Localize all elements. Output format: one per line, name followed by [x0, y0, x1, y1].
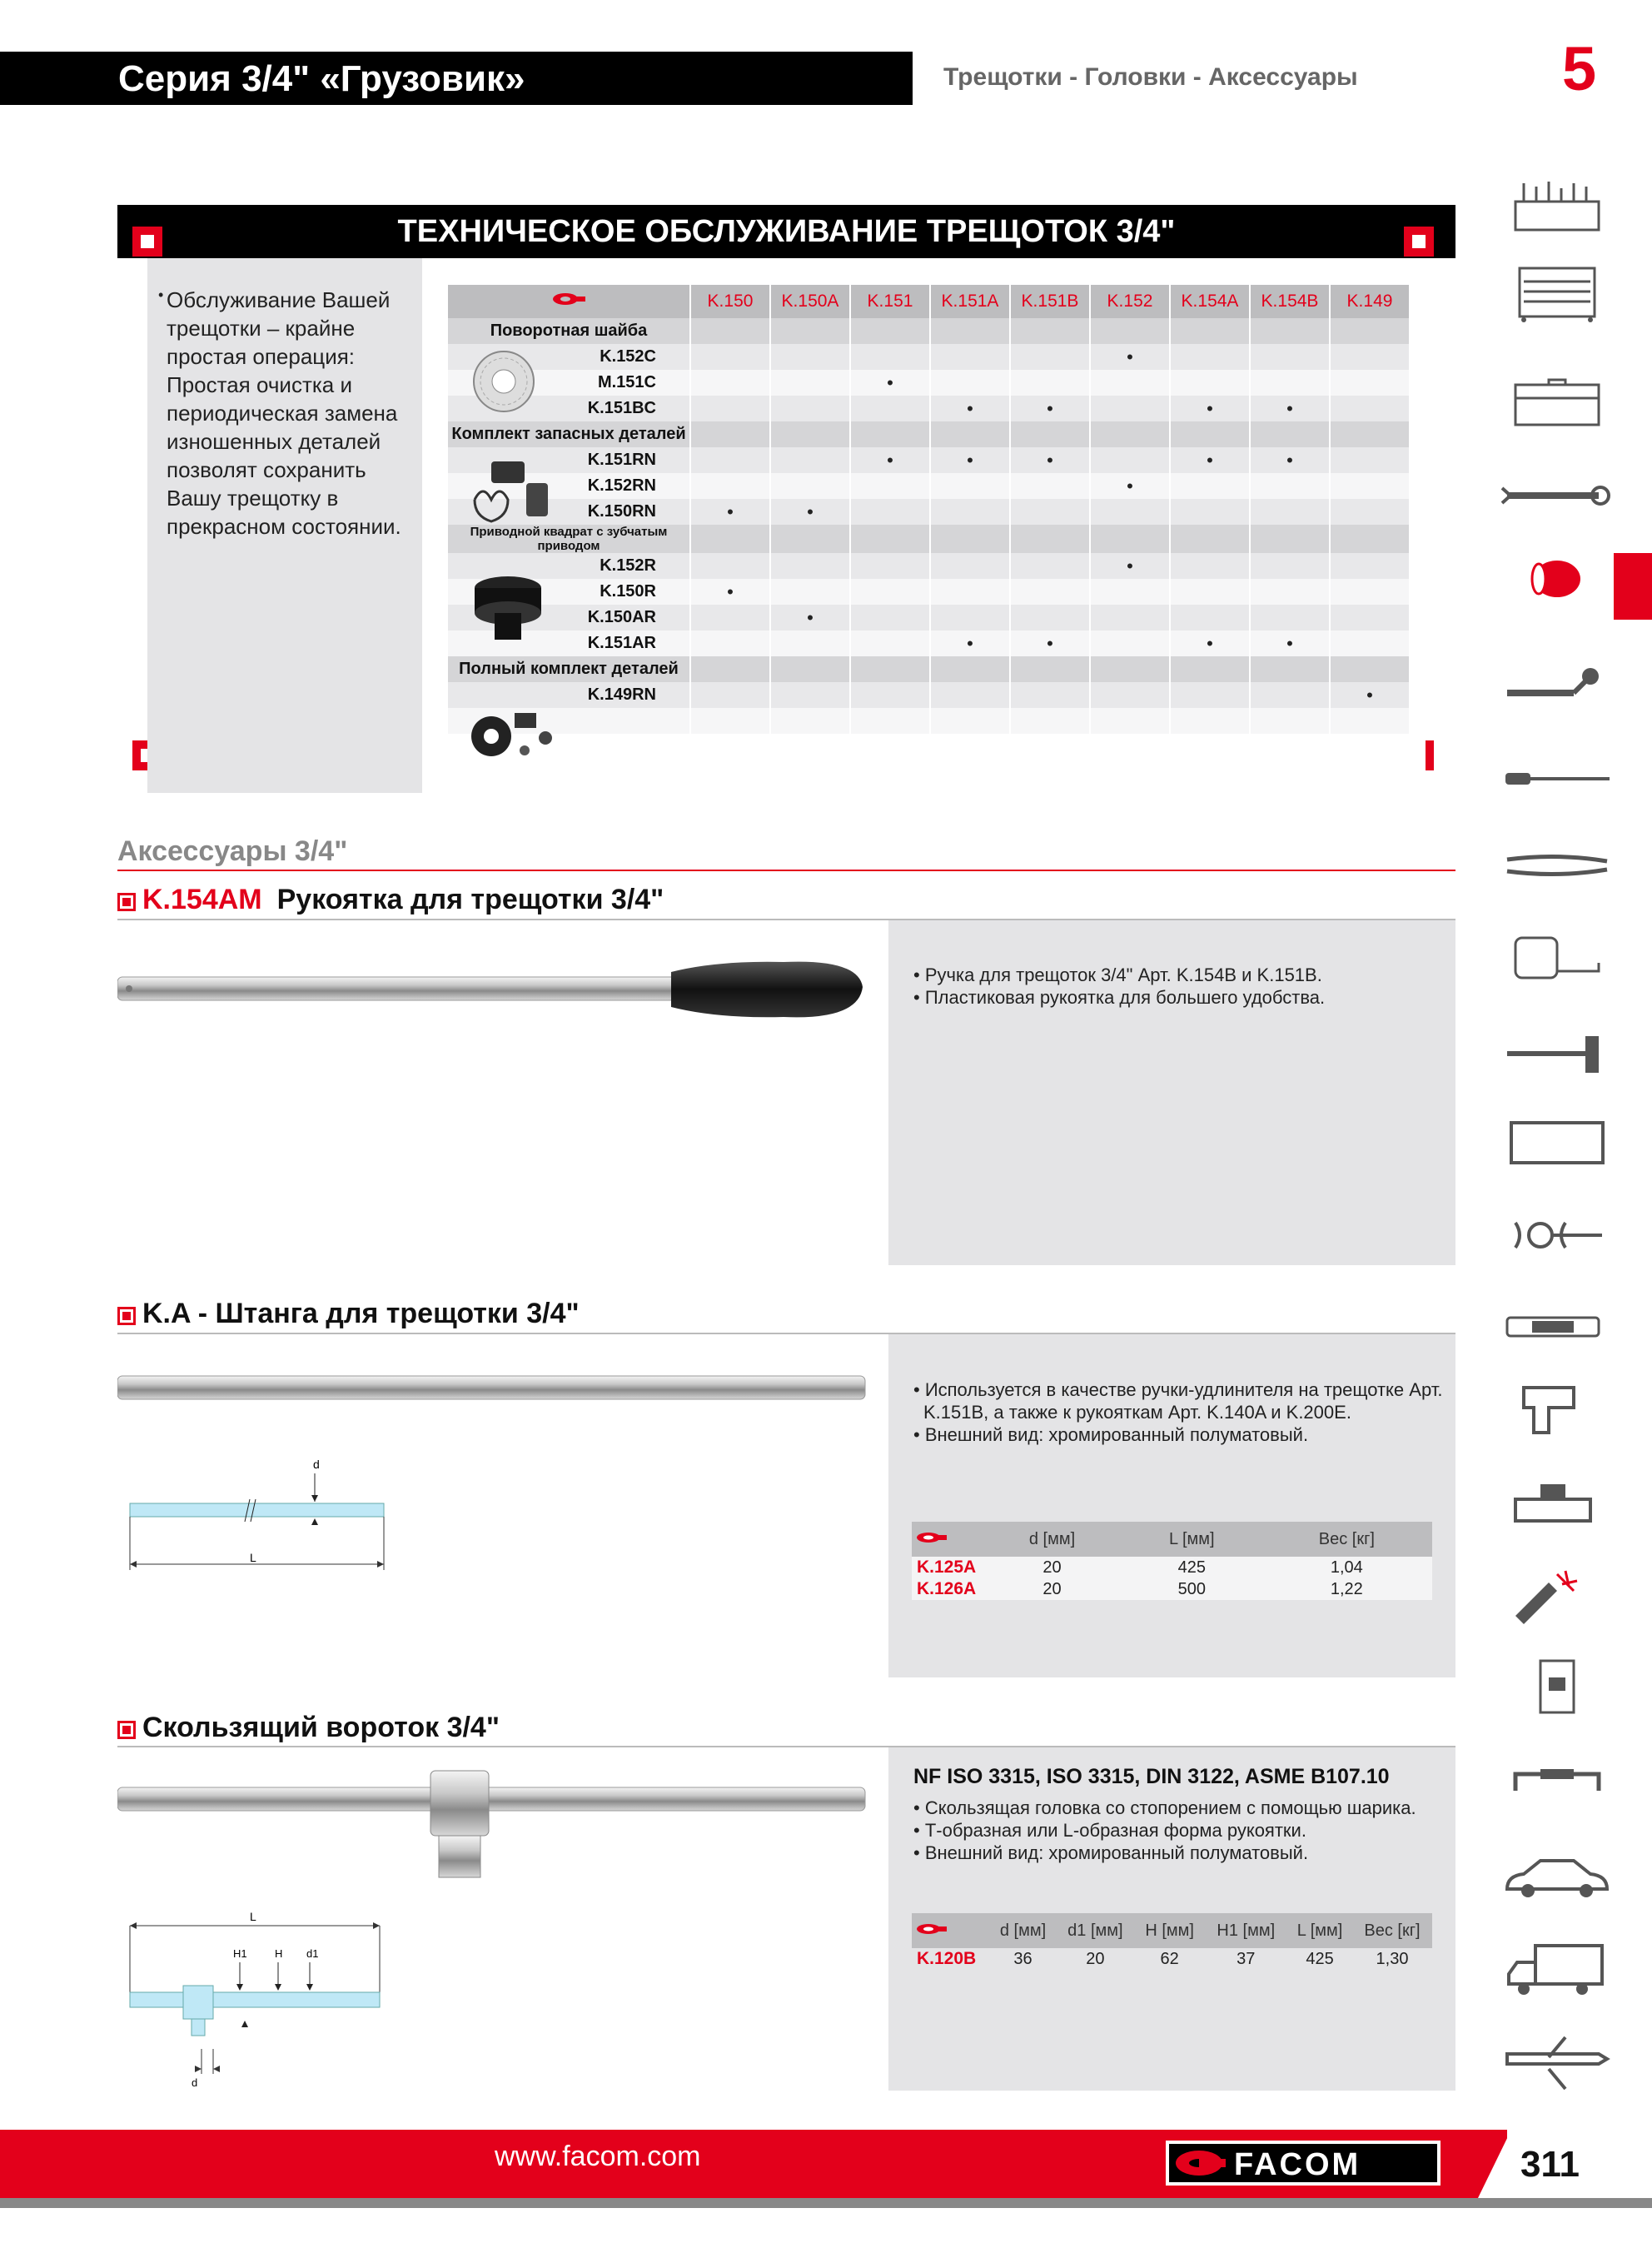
table-header: L [мм]: [1122, 1522, 1261, 1557]
mark-cell: •: [1170, 631, 1250, 656]
mark-cell: [1250, 605, 1330, 631]
mark-cell: [1170, 344, 1250, 370]
mark-cell: [930, 553, 1010, 579]
mark-cell: [930, 682, 1010, 708]
mark-cell: [1010, 682, 1090, 708]
safety-icon[interactable]: [1499, 1566, 1615, 1624]
mark-cell: [770, 344, 850, 370]
vise-icon[interactable]: [1499, 1474, 1615, 1533]
bullet-item: • Т-образная или L-образная форма рукоятки.: [913, 1820, 1306, 1841]
mark-cell: [850, 605, 930, 631]
part-code: K.152RN: [448, 473, 690, 499]
diagram-label: d: [313, 1458, 320, 1471]
table-header-row: [448, 285, 1410, 318]
mark-cell: [930, 344, 1010, 370]
svg-text:FACOM: FACOM: [1234, 2147, 1361, 2182]
pliers-icon[interactable]: [1499, 836, 1615, 895]
table-header: d [мм]: [982, 1522, 1122, 1557]
table-header: H [мм]: [1135, 1913, 1205, 1948]
footer-url[interactable]: www.facom.com: [495, 2141, 701, 2172]
facom-logo-icon: [448, 285, 690, 318]
mark-cell: [1090, 370, 1170, 396]
tape-measure-icon[interactable]: [1499, 930, 1615, 988]
diagram-label: L: [250, 1551, 256, 1564]
column-header: K.152: [1090, 285, 1170, 318]
mark-cell: [850, 682, 930, 708]
column-header: K.149: [1330, 285, 1410, 318]
table-header: Вес [кг]: [1261, 1522, 1432, 1557]
table-row: [448, 553, 1410, 579]
product-standard: NF ISO 3315, ISO 3315, DIN 3122, ASME B107.10: [913, 1765, 1390, 1788]
table-row: [448, 682, 1410, 708]
mark-cell: [930, 370, 1010, 396]
mark-cell: [1010, 499, 1090, 525]
bullet-square-icon: [117, 1721, 136, 1739]
active-chapter-tab: [1614, 553, 1652, 620]
group-row: [448, 318, 1410, 344]
part-code: K.149RN: [448, 682, 690, 708]
hammer-icon[interactable]: [1499, 1024, 1615, 1083]
mark-cell: [1250, 682, 1330, 708]
bullet-square-icon: [117, 893, 136, 911]
mark-cell: [850, 579, 930, 605]
mark-cell: •: [1250, 447, 1330, 473]
bullet-item: • Пластиковая рукоятка для большего удобства.: [913, 987, 1326, 1008]
group-row: [448, 421, 1410, 447]
tool-set-icon[interactable]: [1499, 177, 1615, 235]
table-row: K.125A 20 425 1,04: [912, 1557, 1432, 1578]
maintenance-description: • Обслуживание Вашей трещотки – крайне простая операция: Простая очистка и периодическая замена изношенных деталей позволят сохранить Вашу трещотку в прекрасном состоянии.: [167, 286, 413, 541]
mark-cell: [1330, 499, 1410, 525]
mark-cell: •: [930, 396, 1010, 421]
product-name: Скользящий вороток 3/4": [142, 1712, 500, 1743]
mark-cell: [1330, 370, 1410, 396]
mark-cell: [1090, 396, 1170, 421]
mark-cell: [1250, 370, 1330, 396]
table-row: [448, 473, 1410, 499]
mark-cell: •: [1010, 631, 1090, 656]
truck-icon[interactable]: [1499, 1941, 1615, 1999]
table-header: H1 [мм]: [1205, 1913, 1288, 1948]
sliding-t-bar-diagram: [125, 1907, 391, 2091]
product-bullets: [912, 1766, 1445, 1864]
extension-specs-table: [912, 1522, 1432, 1600]
table-header: d1 [мм]: [1056, 1913, 1135, 1948]
mark-cell: [1010, 473, 1090, 499]
hacksaw-icon[interactable]: [1499, 1114, 1615, 1173]
socket-icon[interactable]: [1499, 550, 1615, 608]
mark-cell: •: [850, 447, 930, 473]
mark-cell: [1330, 631, 1410, 656]
group-label: Приводной квадрат с зубчатым приводом: [448, 525, 690, 553]
mark-cell: [1330, 553, 1410, 579]
mark-cell: [1010, 553, 1090, 579]
mark-cell: •: [1250, 631, 1330, 656]
mark-cell: [770, 553, 850, 579]
mark-cell: [690, 396, 770, 421]
mark-cell: [1170, 553, 1250, 579]
accessories-divider: [117, 870, 1455, 871]
mark-cell: •: [1170, 447, 1250, 473]
mark-cell: [850, 344, 930, 370]
mark-cell: [1090, 631, 1170, 656]
table-row: [448, 579, 1410, 605]
sliding-t-bar-specs-table: [912, 1913, 1432, 1970]
maintenance-right-border: [1426, 258, 1455, 793]
mark-cell: •: [850, 370, 930, 396]
mark-cell: [690, 708, 770, 734]
mark-cell: [1330, 473, 1410, 499]
product-heading: [117, 1298, 580, 1330]
bullet-item: • Используется в качестве ручки-удлинителя на трещотке Арт. K.151B, а также к рукояткам Арт. K.140A и K.200E.: [913, 1379, 1443, 1423]
ratchet-handle-image: [117, 954, 867, 1029]
mark-cell: [930, 473, 1010, 499]
bullet-item: • Внешний вид: хромированный полуматовый.: [913, 1842, 1309, 1863]
mark-cell: •: [770, 499, 850, 525]
footer-slant: [1478, 2130, 1511, 2198]
mark-cell: [850, 473, 930, 499]
column-header: K.150A: [770, 285, 850, 318]
part-code: K.150AR: [448, 605, 690, 631]
extension-bar-image: [117, 1371, 867, 1404]
mark-cell: [690, 682, 770, 708]
column-header: K.154A: [1170, 285, 1250, 318]
mark-cell: [1010, 370, 1090, 396]
chapter-number: 5: [1562, 34, 1597, 103]
mark-cell: [1090, 499, 1170, 525]
screwdriver-icon[interactable]: [1499, 750, 1615, 808]
table-row: [448, 708, 1410, 734]
mark-cell: [690, 631, 770, 656]
diagram-label: d: [192, 2076, 198, 2089]
product-name: Рукоятка для трещотки 3/4": [276, 884, 664, 915]
mark-cell: [1330, 447, 1410, 473]
mark-cell: •: [1250, 396, 1330, 421]
mark-cell: [690, 447, 770, 473]
mark-cell: [1330, 708, 1410, 734]
mark-cell: [1010, 605, 1090, 631]
mark-cell: [1170, 605, 1250, 631]
mark-cell: •: [690, 579, 770, 605]
bullet-item: • Внешний вид: хромированный полуматовый.: [913, 1424, 1309, 1445]
table-header: d [мм]: [990, 1913, 1056, 1948]
ratchet-icon[interactable]: [1499, 658, 1615, 716]
mark-cell: [1170, 708, 1250, 734]
part-code: K.151BC: [448, 396, 690, 421]
mark-cell: [1090, 579, 1170, 605]
corner-mark: [132, 227, 162, 257]
mark-cell: [1090, 708, 1170, 734]
mark-cell: [1090, 682, 1170, 708]
mark-cell: [690, 605, 770, 631]
handle-icon[interactable]: [1499, 1757, 1615, 1816]
bullet-item: • Ручка для трещоток 3/4" Арт. K.154B и K.151B.: [913, 964, 1322, 985]
puller-icon[interactable]: [1499, 1206, 1615, 1264]
mark-cell: •: [770, 605, 850, 631]
electrical-breaker-icon[interactable]: [1499, 1657, 1615, 1716]
maintenance-table: [448, 285, 1411, 734]
mark-cell: [1330, 579, 1410, 605]
mark-cell: •: [1010, 447, 1090, 473]
mark-cell: [770, 473, 850, 499]
mark-cell: [690, 473, 770, 499]
square-part-image: [466, 571, 550, 650]
mark-cell: [770, 396, 850, 421]
table-row: [448, 605, 1410, 631]
mark-cell: [770, 447, 850, 473]
page-subtitle: Трещотки - Головки - Аксессуары: [943, 63, 1358, 91]
mark-cell: [1170, 473, 1250, 499]
facom-logo-icon: [912, 1522, 982, 1557]
column-header: K.154B: [1250, 285, 1330, 318]
mark-cell: •: [1330, 682, 1410, 708]
mark-cell: [1250, 344, 1330, 370]
mark-cell: [770, 708, 850, 734]
mark-cell: •: [1010, 396, 1090, 421]
mark-cell: [1170, 579, 1250, 605]
multimeter-icon[interactable]: [1499, 1298, 1615, 1356]
maintenance-left-border: [117, 258, 147, 793]
mark-cell: [1250, 473, 1330, 499]
mark-cell: [930, 499, 1010, 525]
kit-part-image: [466, 705, 558, 767]
table-row: [448, 370, 1410, 396]
column-header: K.151: [850, 285, 930, 318]
mark-cell: [930, 579, 1010, 605]
table-row: [448, 631, 1410, 656]
mark-cell: [850, 396, 930, 421]
mark-cell: [1250, 579, 1330, 605]
mark-cell: [1170, 682, 1250, 708]
mark-cell: [1090, 605, 1170, 631]
mark-cell: [690, 370, 770, 396]
impact-wrench-icon[interactable]: [1499, 1379, 1615, 1438]
product-name: K.A - Штанга для трещотки 3/4": [142, 1298, 580, 1329]
part-code: K.152C: [448, 344, 690, 370]
mark-cell: [1090, 447, 1170, 473]
part-code: K.151RN: [448, 447, 690, 473]
bullet-square-icon: [117, 1307, 136, 1325]
diagram-label: H: [275, 1947, 283, 1960]
column-header: K.151B: [1010, 285, 1090, 318]
part-code: M.151C: [448, 370, 690, 396]
corner-mark: [1404, 227, 1434, 257]
airplane-icon[interactable]: [1499, 2032, 1615, 2091]
facom-logo-icon: [912, 1913, 990, 1948]
mark-cell: •: [1090, 553, 1170, 579]
table-row: K.126A 20 500 1,22: [912, 1578, 1432, 1600]
car-icon[interactable]: [1499, 1847, 1615, 1906]
diagram-label: L: [250, 1910, 256, 1923]
mark-cell: [1010, 344, 1090, 370]
mark-cell: [770, 631, 850, 656]
table-row: [448, 344, 1410, 370]
mark-cell: [1330, 344, 1410, 370]
page-number: 311: [1520, 2144, 1580, 2185]
sliding-t-bar-image: [117, 1766, 867, 1891]
diagram-label: d1: [306, 1947, 319, 1960]
mark-cell: [850, 708, 930, 734]
mark-cell: [770, 682, 850, 708]
mark-cell: •: [930, 447, 1010, 473]
footer-gray-line: [0, 2198, 1652, 2208]
column-header: K.151A: [930, 285, 1010, 318]
group-label: Комплект запасных деталей: [448, 421, 690, 447]
mark-cell: •: [1090, 344, 1170, 370]
mark-cell: [930, 708, 1010, 734]
part-code: K.152R: [448, 553, 690, 579]
mark-cell: [1330, 605, 1410, 631]
table-row: [448, 499, 1410, 525]
mark-cell: •: [690, 499, 770, 525]
mark-cell: [1250, 708, 1330, 734]
group-row: [448, 656, 1410, 682]
washer-part-image: [466, 348, 541, 419]
table-header: L [мм]: [1287, 1913, 1352, 1948]
mark-cell: [1010, 579, 1090, 605]
combination-wrench-icon[interactable]: [1499, 466, 1615, 525]
table-row: K.120B 36 20 62 37 425 1,30: [917, 1949, 1409, 1968]
tool-box-icon[interactable]: [1499, 373, 1615, 431]
mark-cell: •: [1170, 396, 1250, 421]
bullet-item: • Скользящая головка со стопорением с помощью шарика.: [913, 1797, 1416, 1818]
mark-cell: [770, 579, 850, 605]
springs-part-image: [466, 458, 558, 529]
mark-cell: •: [930, 631, 1010, 656]
mark-cell: [1250, 499, 1330, 525]
accessories-title: Аксессуары 3/4": [117, 835, 348, 867]
part-code: K.150R: [448, 579, 690, 605]
mark-cell: [850, 553, 930, 579]
diagram-label: H1: [233, 1947, 247, 1960]
facom-brand-logo: [1166, 2139, 1441, 2187]
mark-cell: [1170, 370, 1250, 396]
group-label: Поворотная шайба: [448, 318, 690, 344]
group-row: [448, 525, 1410, 553]
table-header: Вес [кг]: [1352, 1913, 1432, 1948]
product-heading: [117, 884, 664, 916]
mark-cell: [1250, 553, 1330, 579]
mark-cell: [1170, 499, 1250, 525]
part-code: K.150RN: [448, 499, 690, 525]
mark-cell: [1010, 708, 1090, 734]
product-bullets: [912, 1378, 1445, 1446]
tool-cabinet-icon[interactable]: [1499, 265, 1615, 323]
part-code: K.151AR: [448, 631, 690, 656]
product-code: K.154AM: [142, 884, 262, 915]
product-bullets: [912, 964, 1445, 1009]
mark-cell: [690, 553, 770, 579]
mark-cell: [1330, 396, 1410, 421]
mark-cell: [850, 631, 930, 656]
group-label: Полный комплект деталей: [448, 656, 690, 682]
table-row: [448, 396, 1410, 421]
mark-cell: [690, 344, 770, 370]
mark-cell: [770, 370, 850, 396]
product-heading: [117, 1712, 500, 1744]
mark-cell: •: [1090, 473, 1170, 499]
page-title: Серия 3/4" «Грузовик»: [118, 58, 525, 99]
table-row: [448, 447, 1410, 473]
mark-cell: [930, 605, 1010, 631]
maintenance-title: ТЕХНИЧЕСКОЕ ОБСЛУЖИВАНИЕ ТРЕЩОТОК 3/4": [397, 214, 1176, 249]
column-header: K.150: [690, 285, 770, 318]
mark-cell: [850, 499, 930, 525]
extension-bar-diagram: [125, 1453, 391, 1578]
